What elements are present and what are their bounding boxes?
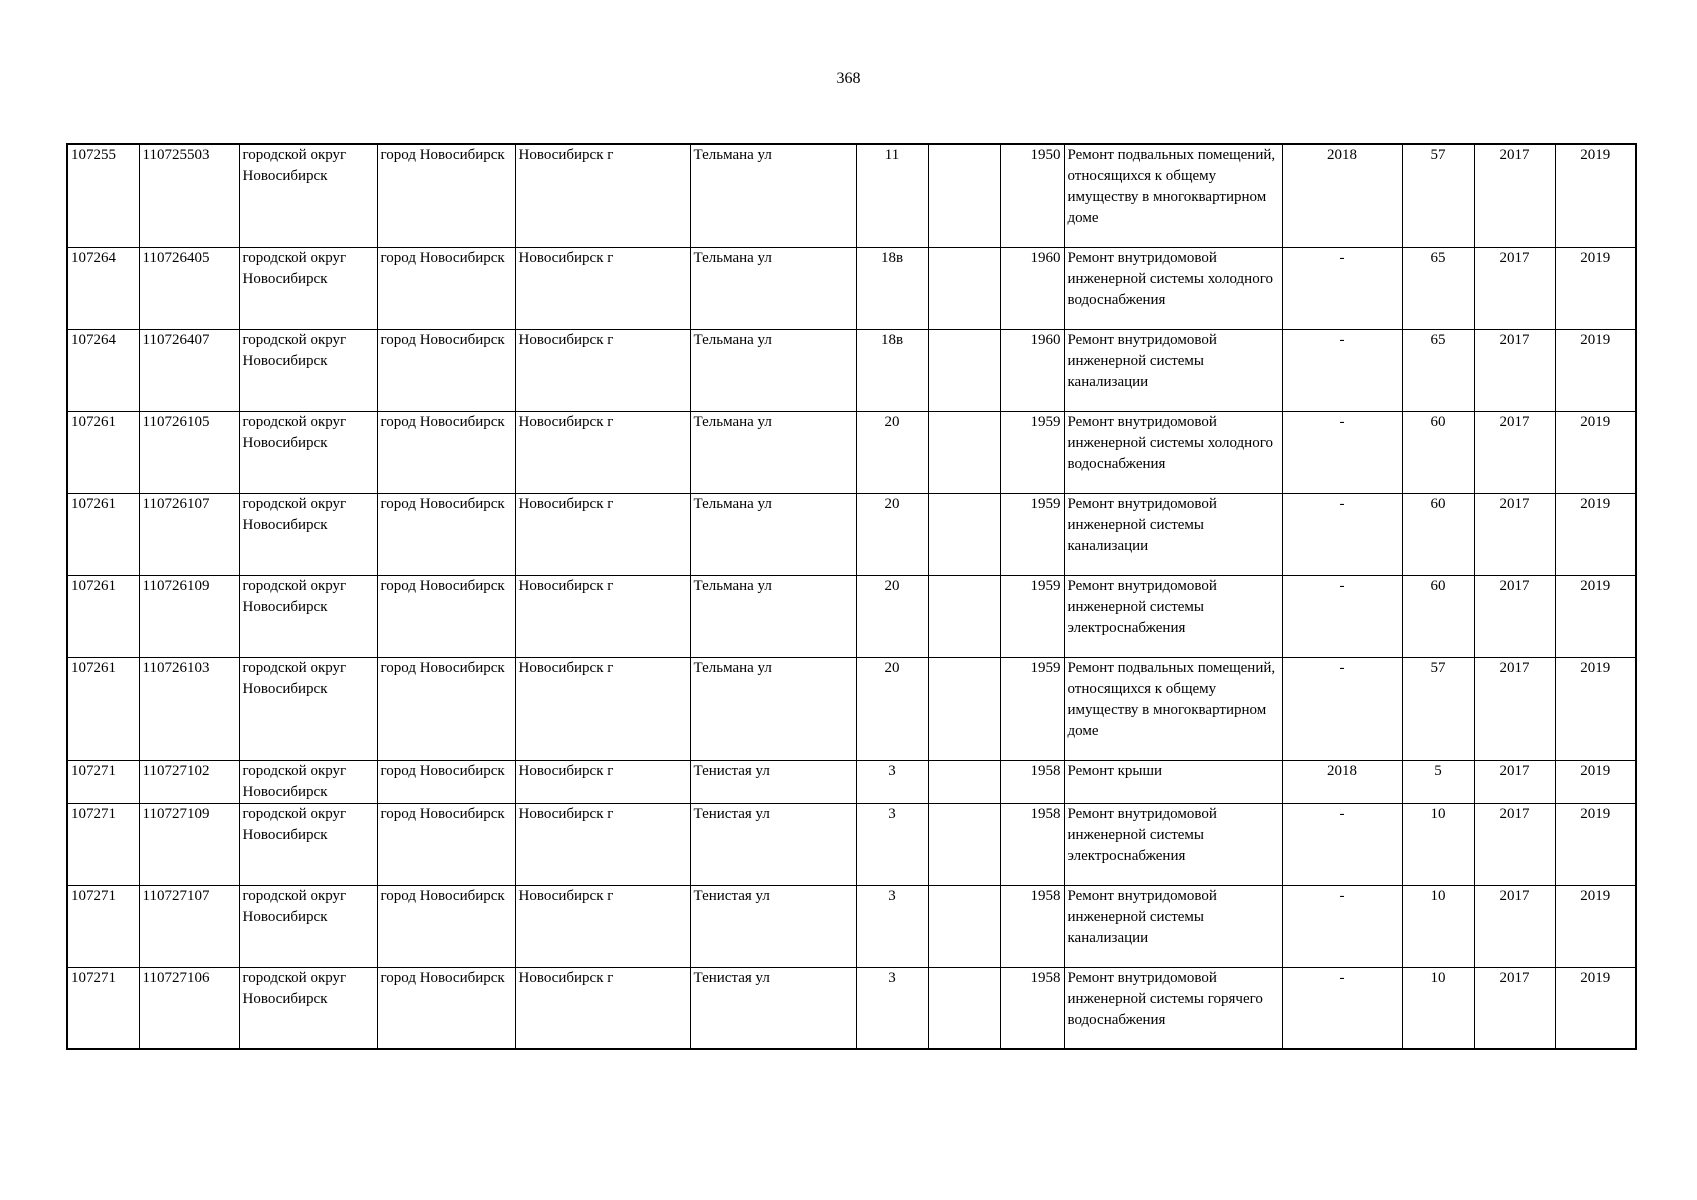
table-body [67, 144, 1636, 1049]
cell-city: Новосибирск г [515, 411, 690, 493]
cell-house-number: 3 [856, 967, 928, 1049]
cell-work-type: Ремонт внутридомовой инженерной системы канализации [1064, 329, 1282, 411]
cell-empty [928, 575, 1000, 657]
cell-empty [928, 760, 1000, 803]
cell-plan-start: 2017 [1474, 411, 1555, 493]
cell-last-repair-year: - [1282, 885, 1402, 967]
cell-record-id: 110725503 [139, 144, 239, 247]
cell-street: Тенистая ул [690, 885, 856, 967]
cell-city: Новосибирск г [515, 575, 690, 657]
cell-settlement: город Новосибирск [377, 803, 515, 885]
cell-last-repair-year: - [1282, 967, 1402, 1049]
cell-empty [928, 411, 1000, 493]
cell-wear: 10 [1402, 803, 1474, 885]
cell-house-number: 11 [856, 144, 928, 247]
cell-wear: 65 [1402, 247, 1474, 329]
cell-street: Тенистая ул [690, 967, 856, 1049]
table-row [67, 575, 1636, 657]
cell-plan-start: 2017 [1474, 493, 1555, 575]
cell-work-type: Ремонт внутридомовой инженерной системы горячего водоснабжения [1064, 967, 1282, 1049]
cell-street: Тельмана ул [690, 657, 856, 760]
cell-last-repair-year: - [1282, 803, 1402, 885]
cell-wear: 5 [1402, 760, 1474, 803]
cell-city: Новосибирск г [515, 803, 690, 885]
cell-settlement: город Новосибирск [377, 885, 515, 967]
repair-registry-table [66, 143, 1637, 1050]
cell-empty [928, 885, 1000, 967]
cell-house-id: 107261 [67, 411, 139, 493]
cell-street: Тельмана ул [690, 247, 856, 329]
cell-record-id: 110726405 [139, 247, 239, 329]
cell-last-repair-year: - [1282, 411, 1402, 493]
cell-plan-end: 2019 [1555, 329, 1636, 411]
cell-house-number: 3 [856, 803, 928, 885]
cell-plan-end: 2019 [1555, 144, 1636, 247]
cell-settlement: город Новосибирск [377, 329, 515, 411]
cell-settlement: город Новосибирск [377, 493, 515, 575]
cell-street: Тельмана ул [690, 144, 856, 247]
table-row [67, 760, 1636, 803]
cell-settlement: город Новосибирск [377, 967, 515, 1049]
cell-district: городской округ Новосибирск [239, 885, 377, 967]
cell-built-year: 1959 [1000, 411, 1064, 493]
cell-house-number: 20 [856, 657, 928, 760]
cell-empty [928, 247, 1000, 329]
cell-record-id: 110727106 [139, 967, 239, 1049]
cell-house-number: 20 [856, 575, 928, 657]
cell-wear: 60 [1402, 493, 1474, 575]
cell-wear: 60 [1402, 411, 1474, 493]
cell-plan-start: 2017 [1474, 967, 1555, 1049]
cell-built-year: 1958 [1000, 760, 1064, 803]
cell-last-repair-year: - [1282, 329, 1402, 411]
cell-plan-end: 2019 [1555, 885, 1636, 967]
cell-city: Новосибирск г [515, 657, 690, 760]
cell-record-id: 110726103 [139, 657, 239, 760]
cell-city: Новосибирск г [515, 760, 690, 803]
cell-plan-start: 2017 [1474, 575, 1555, 657]
cell-house-id: 107271 [67, 967, 139, 1049]
cell-settlement: город Новосибирск [377, 760, 515, 803]
cell-wear: 57 [1402, 144, 1474, 247]
cell-district: городской округ Новосибирск [239, 411, 377, 493]
cell-plan-end: 2019 [1555, 575, 1636, 657]
cell-settlement: город Новосибирск [377, 575, 515, 657]
cell-plan-start: 2017 [1474, 803, 1555, 885]
cell-street: Тельмана ул [690, 575, 856, 657]
cell-last-repair-year: - [1282, 247, 1402, 329]
cell-settlement: город Новосибирск [377, 144, 515, 247]
cell-wear: 60 [1402, 575, 1474, 657]
cell-house-number: 3 [856, 885, 928, 967]
cell-empty [928, 967, 1000, 1049]
cell-district: городской округ Новосибирск [239, 575, 377, 657]
cell-wear: 10 [1402, 885, 1474, 967]
cell-house-id: 107271 [67, 885, 139, 967]
cell-work-type: Ремонт подвальных помещений, относящихся к общему имуществу в многоквартирном доме [1064, 144, 1282, 247]
cell-last-repair-year: 2018 [1282, 144, 1402, 247]
cell-built-year: 1959 [1000, 493, 1064, 575]
cell-house-id: 107261 [67, 493, 139, 575]
table-row [67, 493, 1636, 575]
cell-settlement: город Новосибирск [377, 247, 515, 329]
table-row [67, 967, 1636, 1049]
cell-plan-start: 2017 [1474, 247, 1555, 329]
cell-work-type: Ремонт подвальных помещений, относящихся к общему имуществу в многоквартирном доме [1064, 657, 1282, 760]
cell-work-type: Ремонт внутридомовой инженерной системы холодного водоснабжения [1064, 247, 1282, 329]
cell-house-id: 107261 [67, 657, 139, 760]
cell-city: Новосибирск г [515, 329, 690, 411]
cell-city: Новосибирск г [515, 885, 690, 967]
cell-last-repair-year: - [1282, 493, 1402, 575]
cell-plan-start: 2017 [1474, 657, 1555, 760]
cell-settlement: город Новосибирск [377, 411, 515, 493]
cell-plan-end: 2019 [1555, 493, 1636, 575]
cell-plan-end: 2019 [1555, 967, 1636, 1049]
cell-settlement: город Новосибирск [377, 657, 515, 760]
cell-wear: 57 [1402, 657, 1474, 760]
cell-house-id: 107271 [67, 760, 139, 803]
table-row [67, 144, 1636, 247]
cell-work-type: Ремонт внутридомовой инженерной системы электроснабжения [1064, 575, 1282, 657]
cell-empty [928, 329, 1000, 411]
cell-record-id: 110726109 [139, 575, 239, 657]
cell-empty [928, 657, 1000, 760]
cell-wear: 65 [1402, 329, 1474, 411]
cell-house-id: 107271 [67, 803, 139, 885]
cell-record-id: 110726107 [139, 493, 239, 575]
cell-street: Тельмана ул [690, 411, 856, 493]
cell-district: городской округ Новосибирск [239, 967, 377, 1049]
cell-empty [928, 493, 1000, 575]
cell-city: Новосибирск г [515, 967, 690, 1049]
cell-empty [928, 803, 1000, 885]
table-row [67, 411, 1636, 493]
cell-city: Новосибирск г [515, 144, 690, 247]
cell-plan-end: 2019 [1555, 803, 1636, 885]
cell-street: Тенистая ул [690, 760, 856, 803]
cell-plan-start: 2017 [1474, 760, 1555, 803]
cell-plan-start: 2017 [1474, 885, 1555, 967]
cell-district: городской округ Новосибирск [239, 144, 377, 247]
cell-district: городской округ Новосибирск [239, 329, 377, 411]
cell-house-number: 3 [856, 760, 928, 803]
cell-built-year: 1960 [1000, 247, 1064, 329]
cell-last-repair-year: - [1282, 657, 1402, 760]
cell-built-year: 1950 [1000, 144, 1064, 247]
cell-plan-start: 2017 [1474, 329, 1555, 411]
table-row [67, 329, 1636, 411]
cell-record-id: 110726105 [139, 411, 239, 493]
cell-plan-end: 2019 [1555, 411, 1636, 493]
cell-district: городской округ Новосибирск [239, 657, 377, 760]
page-number: 368 [836, 70, 861, 87]
cell-house-id: 107264 [67, 247, 139, 329]
cell-house-number: 20 [856, 493, 928, 575]
cell-house-number: 18в [856, 329, 928, 411]
cell-built-year: 1958 [1000, 803, 1064, 885]
cell-district: городской округ Новосибирск [239, 803, 377, 885]
cell-work-type: Ремонт внутридомовой инженерной системы электроснабжения [1064, 803, 1282, 885]
table-row [67, 247, 1636, 329]
cell-built-year: 1959 [1000, 575, 1064, 657]
cell-street: Тенистая ул [690, 803, 856, 885]
cell-built-year: 1960 [1000, 329, 1064, 411]
cell-plan-end: 2019 [1555, 657, 1636, 760]
cell-district: городской округ Новосибирск [239, 247, 377, 329]
cell-house-id: 107255 [67, 144, 139, 247]
cell-record-id: 110727109 [139, 803, 239, 885]
cell-city: Новосибирск г [515, 247, 690, 329]
cell-house-id: 107261 [67, 575, 139, 657]
cell-last-repair-year: - [1282, 575, 1402, 657]
cell-work-type: Ремонт внутридомовой инженерной системы холодного водоснабжения [1064, 411, 1282, 493]
cell-last-repair-year: 2018 [1282, 760, 1402, 803]
cell-work-type: Ремонт крыши [1064, 760, 1282, 803]
cell-empty [928, 144, 1000, 247]
cell-record-id: 110726407 [139, 329, 239, 411]
table-row [67, 803, 1636, 885]
cell-district: городской округ Новосибирск [239, 493, 377, 575]
cell-built-year: 1959 [1000, 657, 1064, 760]
cell-built-year: 1958 [1000, 885, 1064, 967]
table-row [67, 885, 1636, 967]
cell-plan-end: 2019 [1555, 760, 1636, 803]
cell-house-number: 18в [856, 247, 928, 329]
cell-street: Тельмана ул [690, 329, 856, 411]
cell-plan-start: 2017 [1474, 144, 1555, 247]
cell-record-id: 110727102 [139, 760, 239, 803]
cell-work-type: Ремонт внутридомовой инженерной системы канализации [1064, 493, 1282, 575]
cell-built-year: 1958 [1000, 967, 1064, 1049]
cell-work-type: Ремонт внутридомовой инженерной системы канализации [1064, 885, 1282, 967]
cell-wear: 10 [1402, 967, 1474, 1049]
table-row [67, 657, 1636, 760]
cell-street: Тельмана ул [690, 493, 856, 575]
cell-city: Новосибирск г [515, 493, 690, 575]
cell-record-id: 110727107 [139, 885, 239, 967]
cell-house-number: 20 [856, 411, 928, 493]
cell-house-id: 107264 [67, 329, 139, 411]
cell-district: городской округ Новосибирск [239, 760, 377, 803]
cell-plan-end: 2019 [1555, 247, 1636, 329]
